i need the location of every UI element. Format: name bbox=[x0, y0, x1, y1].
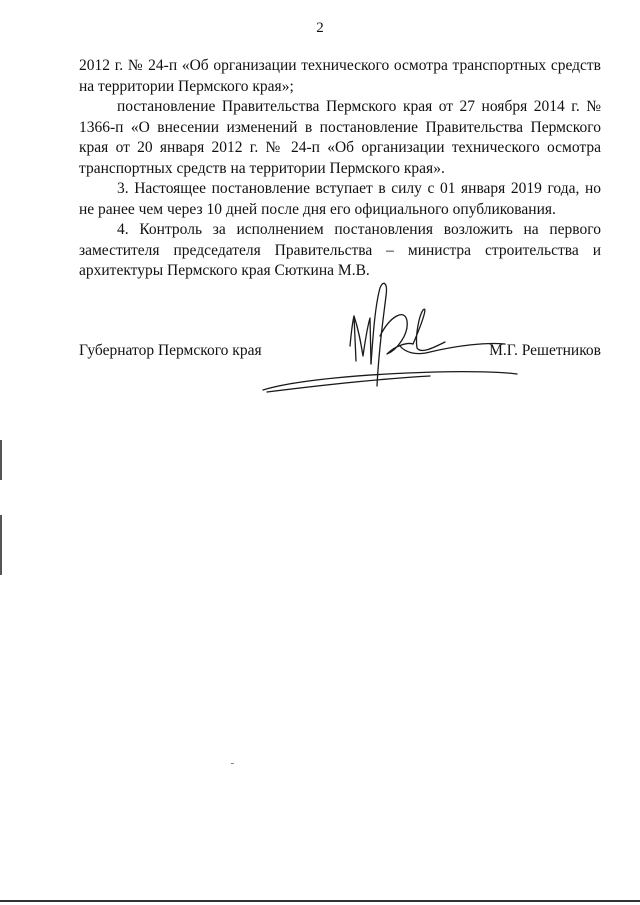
page-number: 2 bbox=[316, 20, 324, 36]
signer-name: М.Г. Решетников bbox=[489, 342, 601, 359]
scan-bottom-edge bbox=[0, 900, 640, 902]
handwritten-signature-icon bbox=[255, 276, 525, 406]
paragraph-item-3: 3. Настоящее постановление вступает в силу с 01 января 2019 года, но не ранее чем через 10 дней после дня его официального опубликования. bbox=[79, 180, 601, 218]
paragraph-continuation: 2012 г. № 24-п «Об организации технического осмотра транспортных средств на территории Пермского края»; bbox=[79, 57, 601, 95]
paragraph-resolution-2014: постановление Правительства Пермского края от 27 ноября 2014 г. № 1366-п «О внесении изменений в постановление Правительства Пермского края от 20 января 2012 г. № 24-п «Об организации технического осмотра транспортных средств на территории Пермского края». bbox=[79, 98, 601, 177]
scan-speck bbox=[231, 763, 234, 764]
document-body bbox=[79, 56, 601, 282]
paragraph-item-4: 4. Контроль за исполнением постановления возложить на первого заместителя председателя Правительства – министра строительства и архитектуры Пермского края Сюткина М.В. bbox=[79, 221, 601, 279]
scan-edge-mark bbox=[0, 515, 2, 575]
scan-edge-mark bbox=[0, 440, 2, 480]
signer-title: Губернатор Пермского края bbox=[79, 342, 262, 359]
